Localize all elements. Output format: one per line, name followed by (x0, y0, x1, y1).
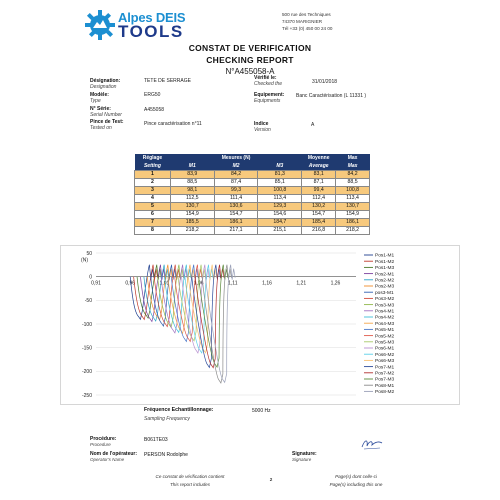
legend-label: Pos5-M2 (375, 334, 395, 340)
value-cell: 111,4 (214, 194, 258, 202)
designation-label: Désignation: Designation (90, 78, 121, 90)
y-axis-label: (N) (81, 257, 88, 264)
y-tick-label: 50 (86, 250, 92, 257)
table-row (135, 202, 370, 210)
frequency-value: 5000 Hz (252, 408, 271, 414)
setting-cell: 1 (135, 170, 171, 178)
value-cell: 215,1 (258, 226, 302, 234)
index-label: Indice Version (254, 121, 271, 133)
pages-fr: Page(s) dont celle-ci (335, 474, 377, 479)
model-label: Modèle: Type (90, 92, 109, 104)
header-setting: Réglage (135, 154, 171, 162)
value-cell: 84,2 (336, 170, 370, 178)
legend-label: Pos3-M2 (375, 297, 395, 303)
model-value: ERG50 (144, 92, 161, 98)
legend-label: Pos7-M2 (375, 371, 395, 377)
header-average: Moyenne (302, 154, 336, 162)
legend-label: Pos6-M3 (375, 359, 395, 365)
legend-label: Pos5-M1 (375, 328, 395, 334)
value-cell: 83,9 (170, 170, 214, 178)
title-fr: CONSTAT DE VERIFICATION (188, 43, 312, 53)
verified-value: 31/01/2018 (312, 79, 338, 85)
legend-label: Pos2-M2 (375, 278, 395, 284)
x-tick-label: 0,91 (91, 280, 101, 287)
test-value: Pince caractérisation n°11 (144, 121, 202, 127)
index-value: A (311, 122, 315, 128)
y-tick-label: -200 (81, 369, 92, 376)
gear-logo-icon (84, 9, 116, 41)
value-cell: 154,6 (258, 210, 302, 218)
value-cell: 218,2 (336, 226, 370, 234)
table-row (135, 186, 370, 194)
x-tick-label: 1,21 (296, 280, 307, 287)
value-cell: 184,7 (258, 218, 302, 226)
value-cell: 154,9 (336, 210, 370, 218)
value-cell: 217,1 (214, 226, 258, 234)
setting-cell: 6 (135, 210, 171, 218)
signature-icon (360, 437, 384, 451)
legend-label: Pos2-M1 (375, 272, 395, 278)
value-cell: 113,4 (258, 194, 302, 202)
value-cell: 81,3 (258, 170, 302, 178)
brand-name-top: Alpes DEIS (118, 10, 186, 25)
value-cell: 98,1 (170, 186, 214, 194)
legend-label: Pos5-M3 (375, 340, 395, 346)
header-average-en: Average (302, 162, 336, 170)
legend-label: Pos7-M1 (375, 365, 395, 371)
value-cell: 216,8 (302, 226, 336, 234)
header-setting-en: Setting (135, 162, 171, 170)
x-tick-label: 1,06 (193, 280, 204, 287)
company-logo (82, 7, 202, 47)
x-tick-label: 1,01 (159, 280, 170, 287)
x-tick-label: 1,16 (262, 280, 272, 287)
legend-label: pos3-M1 (375, 290, 394, 296)
x-tick-label: 1,26 (330, 280, 341, 287)
brand-name-bottom: TOOLS (118, 22, 184, 41)
equipment-value: Banc Caractérisation (L 11331 ) (296, 93, 367, 99)
value-cell: 186,1 (214, 218, 258, 226)
table-row (135, 226, 370, 234)
equipment-label: Equipement: Equipments (254, 92, 285, 104)
legend-label: Pos4-M3 (375, 321, 395, 327)
value-cell: 218,2 (170, 226, 214, 234)
page-note-en: This report includes (169, 482, 211, 487)
table-body (135, 170, 370, 234)
value-cell: 186,1 (336, 218, 370, 226)
y-tick-label: -250 (81, 392, 92, 399)
value-cell: 87,1 (302, 178, 336, 186)
value-cell: 129,3 (258, 202, 302, 210)
value-cell: 100,8 (258, 186, 302, 194)
page-count: 2 (269, 477, 273, 482)
title-en: CHECKING REPORT (206, 55, 294, 65)
table-row (135, 178, 370, 186)
legend-label: Pos1-M2 (375, 259, 395, 265)
legend-label: Pos4-M1 (375, 309, 395, 315)
setting-cell: 3 (135, 186, 171, 194)
setting-cell: 5 (135, 202, 171, 210)
frequency-label-en: Sampling Frequency (144, 416, 190, 422)
y-tick-label: -50 (84, 298, 92, 305)
table-subheader-row (135, 162, 370, 170)
y-tick-label: 0 (89, 274, 92, 281)
value-cell: 83,1 (302, 170, 336, 178)
header-max-en: Max (336, 162, 370, 170)
value-cell: 154,7 (302, 210, 336, 218)
setting-cell: 4 (135, 194, 171, 202)
designation-value: TETE DE SERRAGE (144, 78, 191, 84)
x-tick-label: 1,11 (228, 280, 238, 287)
value-cell: 113,4 (336, 194, 370, 202)
value-cell: 130,7 (336, 202, 370, 210)
signature-label: Signature: Signature (292, 451, 317, 462)
legend-label: Pos1-M3 (375, 266, 395, 272)
table-row (135, 170, 370, 178)
value-cell: 185,5 (170, 218, 214, 226)
frequency-label: Fréquence Echantillonnage: (144, 407, 214, 413)
legend-label: Pos3-M3 (375, 303, 395, 309)
table-row (135, 210, 370, 218)
value-cell: 130,7 (170, 202, 214, 210)
header-m1: M1 (170, 162, 214, 170)
value-cell: 87,4 (214, 178, 258, 186)
value-cell: 154,9 (170, 210, 214, 218)
table-header-row (135, 154, 370, 162)
setting-cell: 7 (135, 218, 171, 226)
table-row (135, 218, 370, 226)
setting-cell: 2 (135, 178, 171, 186)
x-tick-label: 0,96 (125, 280, 136, 287)
legend-label: Pos7-M3 (375, 377, 395, 383)
table-row (135, 194, 370, 202)
chart-svg (60, 245, 460, 405)
test-label: Pince de Test: Tested on (90, 119, 124, 131)
value-cell: 185,4 (302, 218, 336, 226)
force-chart (60, 245, 460, 405)
value-cell: 99,4 (302, 186, 336, 194)
value-cell: 88,5 (336, 178, 370, 186)
serial-value: A455058 (144, 107, 165, 113)
value-cell: 112,5 (170, 194, 214, 202)
value-cell: 112,4 (302, 194, 336, 202)
legend-label: Pos2-M3 (375, 284, 395, 290)
legend-label: Pos6-M2 (375, 352, 395, 358)
header-m2: M2 (214, 162, 258, 170)
legend-label: Pos1-M1 (375, 253, 395, 259)
chart-border (61, 246, 460, 405)
legend-label: Pos8-M1 (375, 383, 395, 389)
value-cell: 99,3 (214, 186, 258, 194)
header-max: Max (336, 154, 370, 162)
value-cell: 85,1 (258, 178, 302, 186)
procedure-label: Procédure: Procedure (90, 436, 117, 447)
y-tick-label: -150 (81, 345, 92, 352)
legend-label: Pos8-M2 (375, 390, 395, 396)
setting-cell: 8 (135, 226, 171, 234)
header-measures: Mesures (N) (170, 154, 301, 162)
pages-en: Page(s) including this one (329, 482, 383, 487)
value-cell: 84,2 (214, 170, 258, 178)
page-note-fr: Ce constat de vérification contient (155, 474, 225, 479)
value-cell: 100,8 (336, 186, 370, 194)
verified-label: Vérifié le: Checked the (254, 75, 283, 87)
value-cell: 130,2 (302, 202, 336, 210)
legend-label: Pos6-M1 (375, 346, 395, 352)
report-number: N°A455058-A (225, 67, 275, 76)
legend-label: Pos4-M2 (375, 315, 395, 321)
measurement-table (134, 154, 370, 235)
value-cell: 130,6 (214, 202, 258, 210)
value-cell: 154,7 (214, 210, 258, 218)
y-tick-label: -100 (81, 321, 92, 328)
company-address: 500 rue des Techniques 74370 MARIGNIER Tél +33 (0) 450 00 24 00 (282, 12, 333, 31)
procedure-value: B061TE03 (144, 437, 168, 443)
value-cell: 88,5 (170, 178, 214, 186)
operator-value: PERSON Rodolphe (144, 452, 188, 458)
serial-label: N° Série: Serial Number (90, 106, 122, 118)
operator-label: Nom de l'opérateur: Operator's Name (90, 451, 138, 462)
header-m3: M3 (258, 162, 302, 170)
